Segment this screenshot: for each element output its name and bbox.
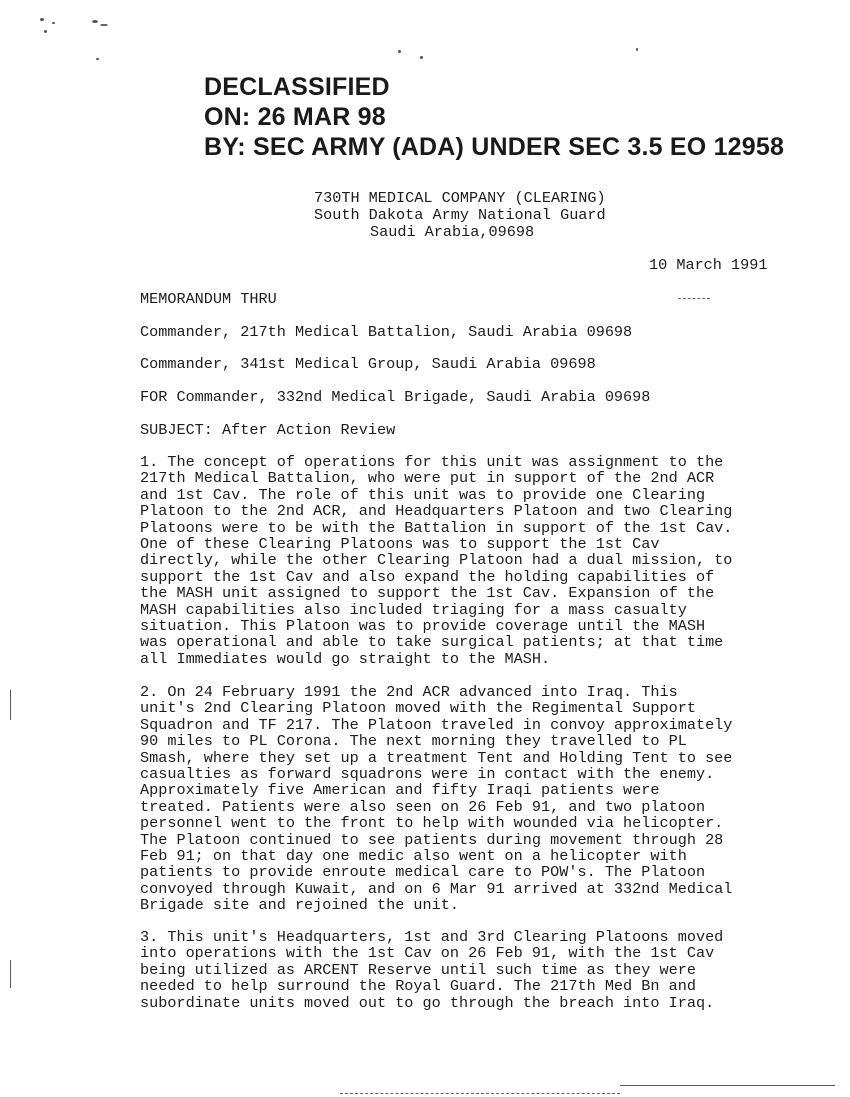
letterhead-unit: 730TH MEDICAL COMPANY (CLEARING) <box>314 189 606 207</box>
scan-speck <box>420 56 423 59</box>
paragraph-1: 1. The concept of operations for this unit was assignment to the 217th Medical Battalion, who were put in support of the 2nd ACR and 1st Cav. The role of this unit was to provide one Clearing Platoon to the 2nd ACR, and Headquarters Platoon and two Clearing Platoons were to be with the Battalion in support of the 1st Cav. One of these Clearing Platoons was to support the 1st Cav directly, while the other Clearing Platoon had a dual mission, to support the 1st Cav and also expand the holding capabilities of the MASH unit assigned to support the 1st Cav. Expansion of the MASH capabilities also included triaging for a mass casualty situation. This Platoon was to provide coverage until the MASH was operational and able to take surgical patients; at that time all Immediates would go straight to the MASH. <box>140 453 733 668</box>
letterhead-location: Saudi Arabia,09698 <box>370 223 535 241</box>
paragraph-3: 3. This unit's Headquarters, 1st and 3rd Clearing Platoons moved into operations with the 1st Cav on 26 Feb 91, with the 1st Cav being utilized as ARCENT Reserve until such time as they were needed to help surround the Royal Guard. The 217th Med Bn and subordinate units moved out to go through the breach into Iraq. <box>140 928 724 1012</box>
scan-mark <box>620 1085 835 1086</box>
scan-speck <box>398 50 401 53</box>
scan-speck <box>10 690 11 720</box>
letterhead <box>314 190 606 241</box>
scan-speck <box>92 20 98 23</box>
memo-date: 10 March 1991 <box>649 256 768 274</box>
scan-speck <box>40 18 44 21</box>
declassification-stamp <box>204 72 784 162</box>
scan-speck <box>10 960 11 988</box>
paragraph-2: 2. On 24 February 1991 the 2nd ACR advanced into Iraq. This unit's 2nd Clearing Platoon moved with the Regimental Support Squadron and TF 217. The Platoon traveled in convoy approximately 90 miles to PL Corona. The next morning they travelled to PL Smash, where they set up a treatment Tent and Holding Tent to see casualties as forward squadrons were in contact with the enemy. Approximately five American and fifty Iraqi patients were treated. Patients were also seen on 26 Feb 91, and two platoon personnel went to the front to help with wounded via helicopter. The Platoon continued to see patients during movement through 28 Feb 91; on that day one medic also went on a helicopter with patients to provide enroute medical care to POW's. The Platoon convoyed through Kuwait, and on 6 Mar 91 arrived at 332nd Medical Brigade site and rejoined the unit. <box>140 683 733 915</box>
memo-subject: SUBJECT: After Action Review <box>140 421 396 439</box>
scan-speck <box>44 30 47 33</box>
declassified-authority: BY: SEC ARMY (ADA) UNDER SEC 3.5 EO 12958 <box>204 133 785 161</box>
scan-mark <box>340 1093 620 1094</box>
scan-speck <box>100 24 108 26</box>
scan-speck <box>636 48 638 51</box>
memo-thru-1: Commander, 217th Medical Battalion, Saudi Arabia 09698 <box>140 323 633 341</box>
scan-speck <box>52 22 55 24</box>
declassified-date: ON: 26 MAR 98 <box>204 103 386 131</box>
memo-heading: MEMORANDUM THRU <box>140 290 277 308</box>
declassified-label: DECLASSIFIED <box>204 73 390 101</box>
scan-mark <box>678 298 710 299</box>
memo-thru-2: Commander, 341st Medical Group, Saudi Arabia 09698 <box>140 355 596 373</box>
letterhead-organization: South Dakota Army National Guard <box>314 206 606 224</box>
scan-speck <box>96 58 99 60</box>
memo-for: FOR Commander, 332nd Medical Brigade, Saudi Arabia 09698 <box>140 388 651 406</box>
